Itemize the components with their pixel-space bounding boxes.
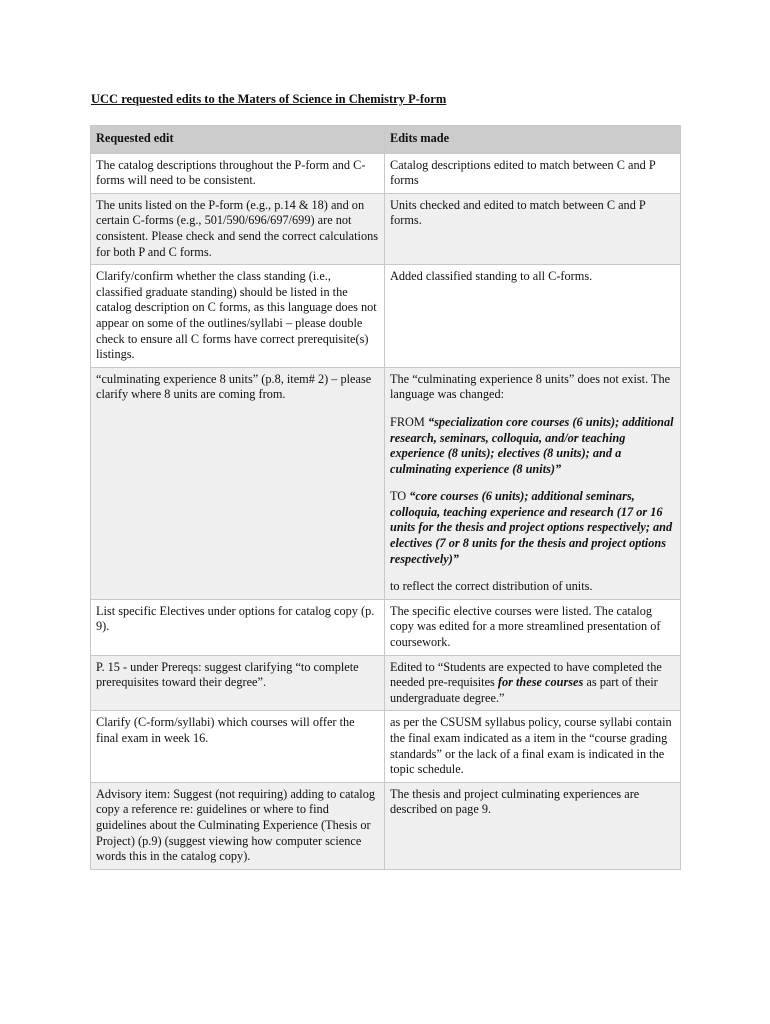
table-row xyxy=(91,711,681,782)
edit-made-cell xyxy=(385,367,681,599)
to-text: “core courses (6 units); additional seminars, colloquia, teaching experience and research (17 or 16 units for the thesis and project options respectively; and electives (7 or 8 units for the thesis and project options respectively)” xyxy=(390,489,673,566)
table-header-row xyxy=(91,126,681,154)
table-row xyxy=(91,193,681,264)
edit-made-from xyxy=(390,415,675,477)
requested-edit-cell: List specific Electives under options for catalog copy (p. 9). xyxy=(91,599,385,655)
edit-made-cell xyxy=(385,655,681,711)
edit-made-emphasis: for these courses xyxy=(497,675,584,690)
to-label: TO xyxy=(390,489,410,504)
from-text: “specialization core courses (6 units); additional research, seminars, colloquia, and/or teaching experience (8 units); electives (8 units); and a culminating experience (8 units)” xyxy=(390,414,674,476)
table-row xyxy=(91,782,681,869)
edit-made-intro: The “culminating experience 8 units” does not exist. The language was changed: xyxy=(390,371,671,402)
edit-made-text-a: Edited to “Students are expected to have completed the needed pre-requisites xyxy=(390,659,662,690)
requested-edit-cell: The units listed on the P-form (e.g., p.14 & 18) and on certain C-forms (e.g., 501/590/696/697/699) are not consistent. Please check and send the correct calculations for both P and C forms. xyxy=(91,193,385,264)
requested-edit-cell: Clarify (C-form/syllabi) which courses will offer the final exam in week 16. xyxy=(91,711,385,782)
requested-edit-cell: The catalog descriptions throughout the P-form and C-forms will need to be consistent. xyxy=(91,153,385,193)
table-row xyxy=(91,265,681,368)
column-header-edits-made: Edits made xyxy=(385,126,681,154)
edit-made-cell: as per the CSUSM syllabus policy, course syllabi contain the final exam indicated as a item in the “course grading standards” or the lack of a final exam is indicated in the topic schedule. xyxy=(385,711,681,782)
document-title: UCC requested edits to the Maters of Science in Chemistry P-form xyxy=(91,92,447,106)
edit-made-cell: The specific elective courses were listed. The catalog copy was edited for a more streamlined presentation of coursework. xyxy=(385,599,681,655)
edit-made-cell: Added classified standing to all C-forms. xyxy=(385,265,681,368)
edit-made-to xyxy=(390,489,675,567)
table-row xyxy=(91,153,681,193)
table-row xyxy=(91,655,681,711)
edit-made-text-c: as part of their undergraduate degree.” xyxy=(390,675,658,705)
requested-edit-cell: “culminating experience 8 units” (p.8, item# 2) – please clarify where 8 units are coming from. xyxy=(91,367,385,599)
column-header-requested-edit: Requested edit xyxy=(91,126,385,154)
edit-made-cell: The thesis and project culminating experiences are described on page 9. xyxy=(385,782,681,869)
requested-edit-cell: P. 15 - under Prereqs: suggest clarifying “to complete prerequisites toward their degree”. xyxy=(91,655,385,711)
from-label: FROM xyxy=(390,414,428,429)
requested-edit-cell: Advisory item: Suggest (not requiring) adding to catalog copy a reference re: guidelines or where to find guidelines about the Culminating Experience (Thesis or Project) (p.9) (suggest viewing how computer science words this in the catalog copy). xyxy=(91,782,385,869)
table-row xyxy=(91,599,681,655)
table-row xyxy=(91,367,681,599)
edits-table xyxy=(90,125,681,870)
edit-made-cell: Catalog descriptions edited to match between C and P forms xyxy=(385,153,681,193)
edit-made-cell: Units checked and edited to match between C and P forms. xyxy=(385,193,681,264)
edit-made-outro: to reflect the correct distribution of units. xyxy=(390,579,593,594)
requested-edit-cell: Clarify/confirm whether the class standing (i.e., classified graduate standing) should be listed in the catalog description on C forms, as this language does not appear on some of the outlines/syllabi – please double check to ensure all C forms have correct prerequisite(s) listings. xyxy=(91,265,385,368)
